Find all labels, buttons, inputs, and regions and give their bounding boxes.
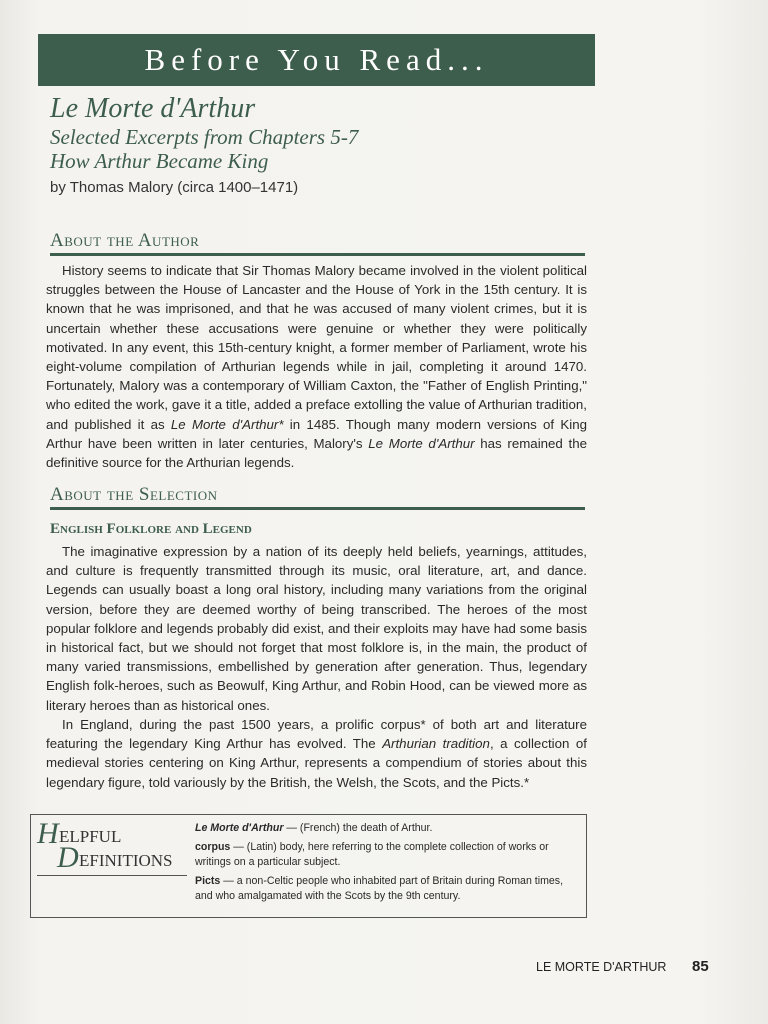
selection-paragraph-1: The imaginative expression by a nation of its deeply held beliefs, yearnings, attitudes, and culture is frequently transmitted through its music, oral literature, art, and dance. Legends can usually boast a long oral history, including many variations from the original version, before they are deemed worthy of being transcribed. The heroes of the most popular folklore and legends probably did exist, and their exploits may have had some basis in historical fact, but we should not forget that most folklore is, in the main, the product of many varied transmissions, embellished by generation after generation. Thus, legendary English folk-heroes, such as Beowulf, King Arthur, and Robin Hood, can be viewed more as literary heroes than as historical ones. (46, 544, 587, 713)
about-selection-heading: About the Selection (50, 484, 585, 510)
term-picts: Picts (195, 875, 221, 887)
label-efinitions: EFINITIONS (79, 851, 173, 870)
label-h: H (37, 817, 59, 850)
definition-text: — (Latin) body, here referring to the complete collection of works or writings on a particular subject. (195, 841, 549, 868)
author-text-3: has remained the definitive source for the Arthurian legends. (46, 435, 588, 471)
selection-paragraph-2 (46, 715, 587, 792)
definition-text: — (French) the death of Arthur. (283, 822, 433, 834)
label-d: D (57, 841, 79, 874)
folklore-subheading: English Folklore and Legend (50, 521, 252, 537)
work-title: Le Morte d'Arthur (50, 93, 256, 124)
about-author-paragraph (46, 261, 587, 472)
work-subtitle-king: How Arthur Became King (50, 149, 269, 173)
before-you-read-banner (38, 34, 595, 86)
about-author-heading: About the Author (50, 230, 585, 256)
term-corpus: corpus (195, 841, 231, 853)
author-text-title-italic-2: Le Morte d'Arthur (368, 435, 475, 451)
arthurian-tradition-italic: Arthurian tradition (382, 736, 490, 752)
definition-text: — a non-Celtic people who inhabited part of Britain during Roman times, and who amalgamated with the Scots by the 9th century. (195, 875, 564, 902)
title-block (50, 93, 590, 196)
author-text-1: History seems to indicate that Sir Thomas Malory became involved in the violent political struggles between the House of Lancaster and the House of York in the 15th century. It is known that he was imprisoned, and that he was accused of many violent crimes, but it is uncertain whether these accusations were genuine or whether they were politically motivated. In any event, this 15th-century knight, a former member of Parliament, wrote his eight-volume compilation of Arthurian legends while in jail, completing it around 1470. Fortunately, Malory was a contemporary of William Caxton, the "Father of English Printing," who edited the work, gave it a title, added a preface extolling the value of Arthurian tradition, and published it as (46, 263, 587, 432)
author-byline: by Thomas Malory (circa 1400–1471) (50, 179, 299, 196)
selection-text-1: In England, during the past 1500 years, a prolific corpus* of both art and literature featuring the legendary King Arthur has evolved. The (46, 717, 587, 752)
banner-text: Before You Read... (144, 42, 489, 77)
definitions-list (195, 821, 581, 908)
term-le-morte: Le Morte d'Arthur (195, 822, 284, 834)
label-underline (37, 875, 187, 876)
work-subtitle-excerpts: Selected Excerpts from Chapters 5-7 (50, 125, 359, 149)
page-number: 85 (692, 958, 709, 975)
helpful-definitions-box (30, 814, 587, 918)
author-text-2: in 1485. Though many modern versions of King Arthur have been written in later centuries, Malory's (46, 416, 587, 451)
author-text-title-italic: Le Morte d'Arthur* (170, 416, 284, 432)
definition-picts (195, 874, 581, 904)
running-title: LE MORTE D'ARTHUR (536, 960, 667, 974)
definition-le-morte (195, 821, 581, 836)
helpful-definitions-label (37, 817, 187, 881)
selection-text-2: , a collection of medieval stories centering on King Arthur, represents a compendium of stories about this legendary figure, told variously by the British, the Welsh, the Scots, and the Picts.* (46, 736, 587, 790)
label-elpful: ELPFUL (59, 827, 122, 846)
definition-corpus (195, 840, 581, 870)
